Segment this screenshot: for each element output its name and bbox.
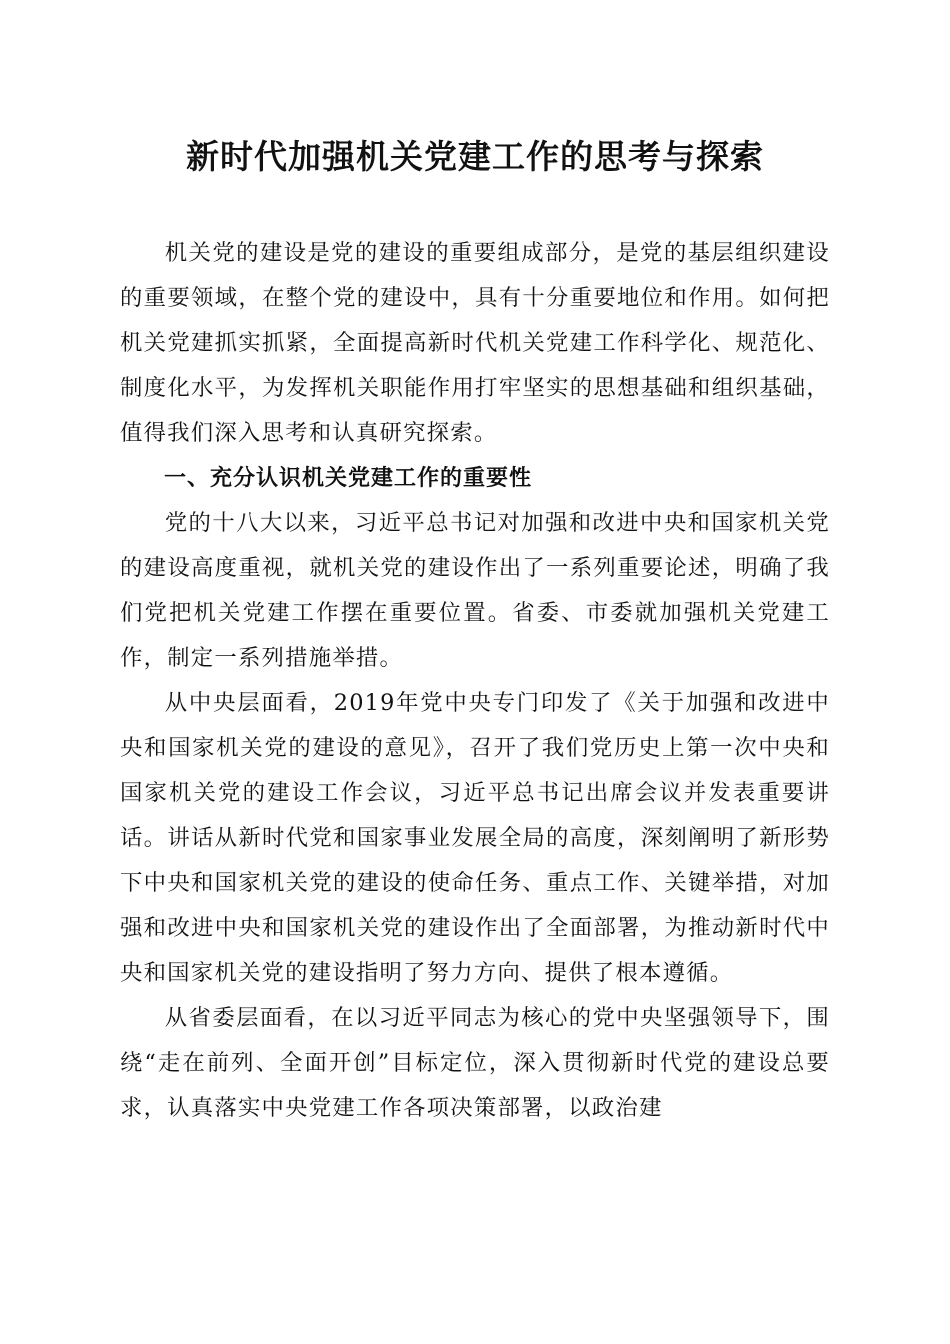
- section-heading: 一、充分认识机关党建工作的重要性: [164, 466, 533, 491]
- body-paragraph: 从省委层面看，在以习近平同志为核心的党中央坚强领导下，围绕“走在前列、全面开创”目标定位，深入贯彻新时代党的建设总要求，认真落实中央党建工作各项决策部署，以政治建: [120, 1005, 830, 1121]
- intro-paragraph: 机关党的建设是党的建设的重要组成部分，是党的基层组织建设的重要领域，在整个党的建设中，具有十分重要地位和作用。如何把机关党建抓实抓紧，全面提高新时代机关党建工作科学化、规范化、制度化水平，为发挥机关职能作用打牢坚实的思想基础和组织基础，值得我们深入思考和认真研究探索。: [120, 240, 830, 446]
- document-title: 新时代加强机关党建工作的思考与探索: [186, 137, 764, 176]
- document-body: [120, 231, 830, 1131]
- body-paragraph: 党的十八大以来，习近平总书记对加强和改进中央和国家机关党的建设高度重视，就机关党的建设作出了一系列重要论述，明确了我们党把机关党建工作摆在重要位置。省委、市委就加强机关党建工作，制定一系列措施举措。: [120, 510, 830, 671]
- body-paragraph: 从中央层面看，2019年党中央专门印发了《关于加强和改进中央和国家机关党的建设的意见》，召开了我们党历史上第一次中央和国家机关党的建设工作会议，习近平总书记出席会议并发表重要讲话。讲话从新时代党和国家事业发展全局的高度，深刻阐明了新形势下中央和国家机关党的建设的使命任务、重点工作、关键举措，对加强和改进中央和国家机关党的建设作出了全面部署，为推动新时代中央和国家机关党的建设指明了努力方向、提供了根本遵循。: [120, 690, 830, 986]
